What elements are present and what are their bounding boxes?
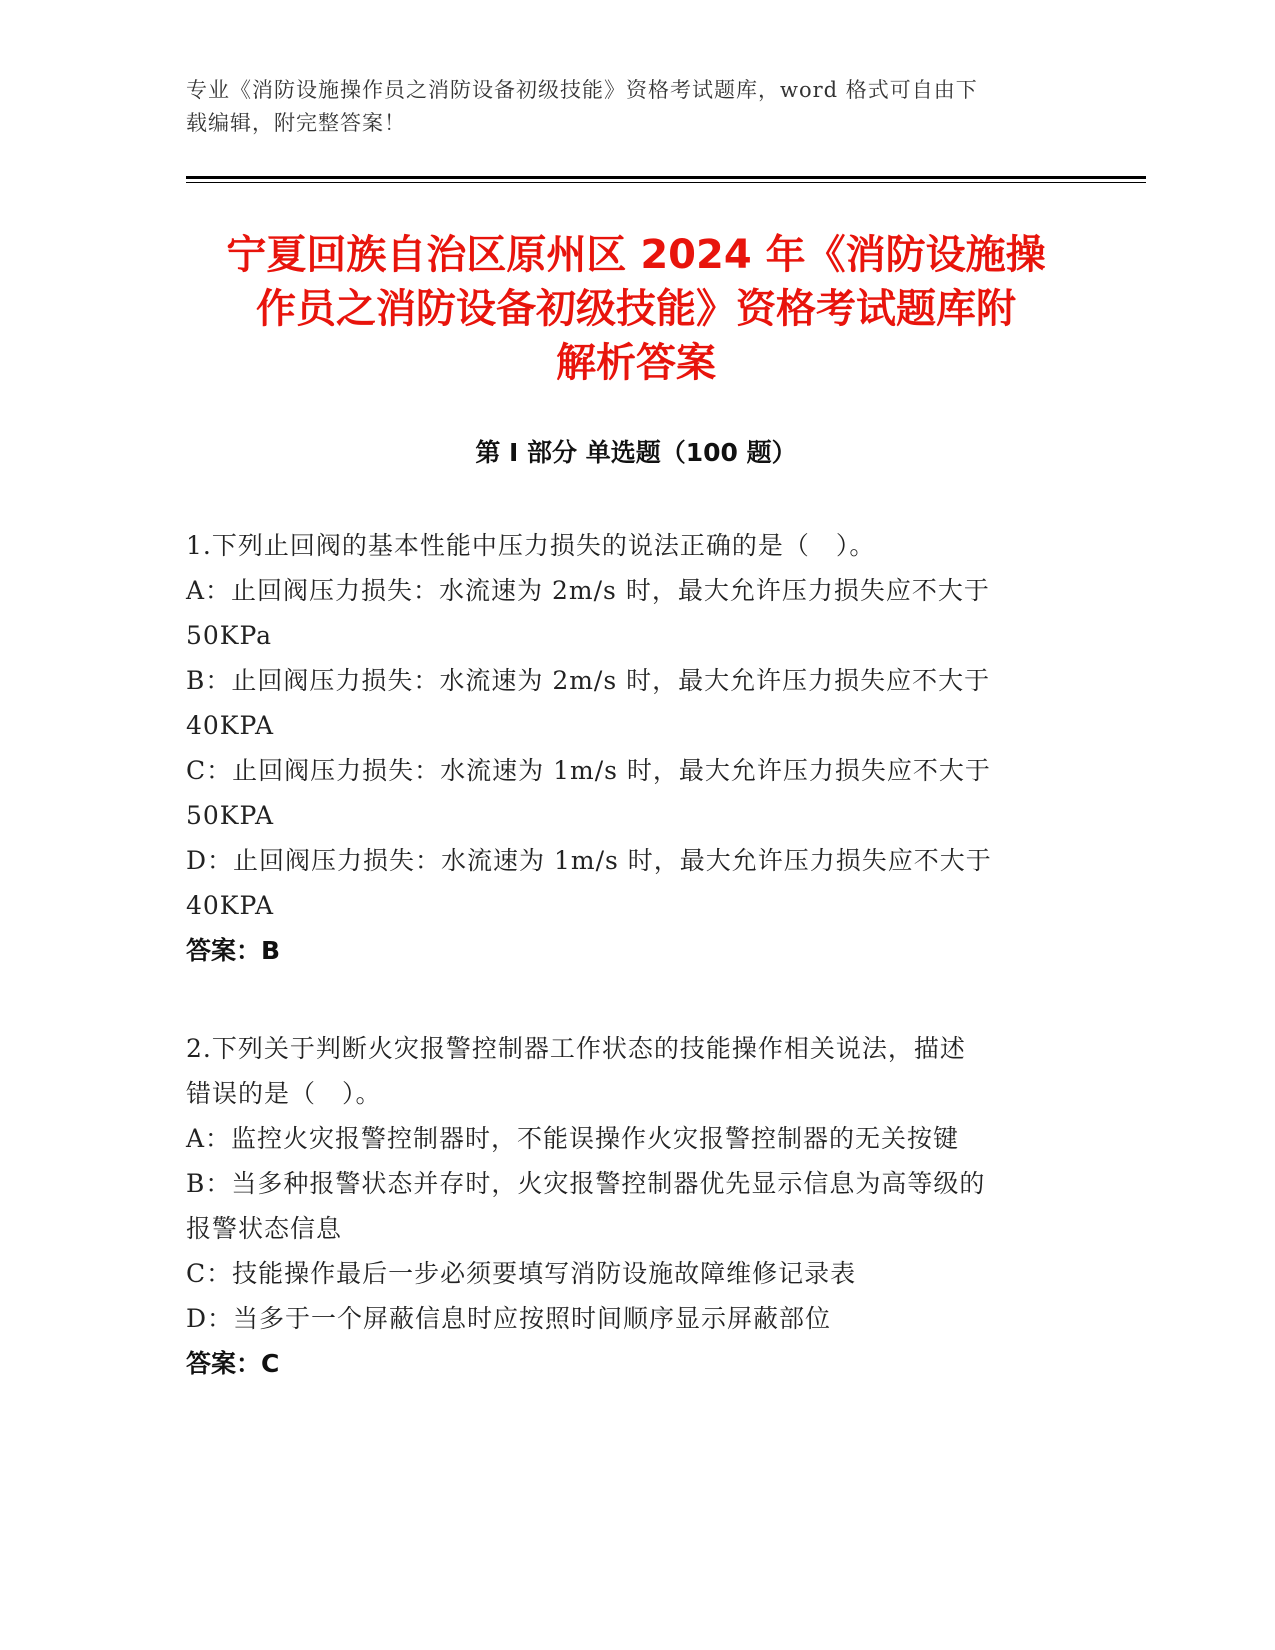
option-a: A：止回阀压力损失：水流速为 2m/s 时，最大允许压力损失应不大于 bbox=[186, 576, 990, 605]
document-title bbox=[186, 228, 1086, 390]
option-d-continued: 40KPA bbox=[186, 891, 275, 920]
question-stem: 2.下列关于判断火灾报警控制器工作状态的技能操作相关说法，描述 bbox=[186, 1034, 966, 1063]
header-divider-thin bbox=[186, 182, 1146, 183]
header-note-line-2: 载编辑，附完整答案！ bbox=[186, 111, 406, 135]
header-divider-thick bbox=[186, 176, 1146, 179]
answer: 答案：C bbox=[186, 1349, 280, 1378]
option-d: D：当多于一个屏蔽信息时应按照时间顺序显示屏蔽部位 bbox=[186, 1304, 832, 1333]
option-b: B：当多种报警状态并存时，火灾报警控制器优先显示信息为高等级的 bbox=[186, 1169, 986, 1198]
option-a-continued: 50KPa bbox=[186, 621, 273, 650]
section-heading: 第 I 部分 单选题（100 题） bbox=[475, 438, 797, 467]
option-c: C：止回阀压力损失：水流速为 1m/s 时，最大允许压力损失应不大于 bbox=[186, 756, 991, 785]
title-line-3: 解析答案 bbox=[556, 340, 716, 386]
option-b-continued: 40KPA bbox=[186, 711, 275, 740]
question-1 bbox=[186, 523, 1066, 973]
question-2 bbox=[186, 1026, 1066, 1386]
question-stem: 1.下列止回阀的基本性能中压力损失的说法正确的是（ ）。 bbox=[186, 531, 876, 560]
option-c: C：技能操作最后一步必须要填写消防设施故障维修记录表 bbox=[186, 1259, 857, 1288]
option-a: A：监控火灾报警控制器时，不能误操作火灾报警控制器的无关按键 bbox=[186, 1124, 960, 1153]
title-line-1: 宁夏回族自治区原州区 2024 年《消防设施操 bbox=[226, 232, 1046, 278]
answer: 答案：B bbox=[186, 936, 281, 965]
option-b: B：止回阀压力损失：水流速为 2m/s 时，最大允许压力损失应不大于 bbox=[186, 666, 991, 695]
option-c-continued: 50KPA bbox=[186, 801, 275, 830]
header-note-line-1: 专业《消防设施操作员之消防设备初级技能》资格考试题库，word 格式可自由下 bbox=[186, 78, 978, 102]
question-stem-continued: 错误的是（ ）。 bbox=[186, 1079, 382, 1108]
header-note bbox=[186, 74, 1086, 140]
option-d: D：止回阀压力损失：水流速为 1m/s 时，最大允许压力损失应不大于 bbox=[186, 846, 992, 875]
title-line-2: 作员之消防设备初级技能》资格考试题库附 bbox=[256, 286, 1016, 332]
option-b-continued: 报警状态信息 bbox=[186, 1214, 343, 1243]
